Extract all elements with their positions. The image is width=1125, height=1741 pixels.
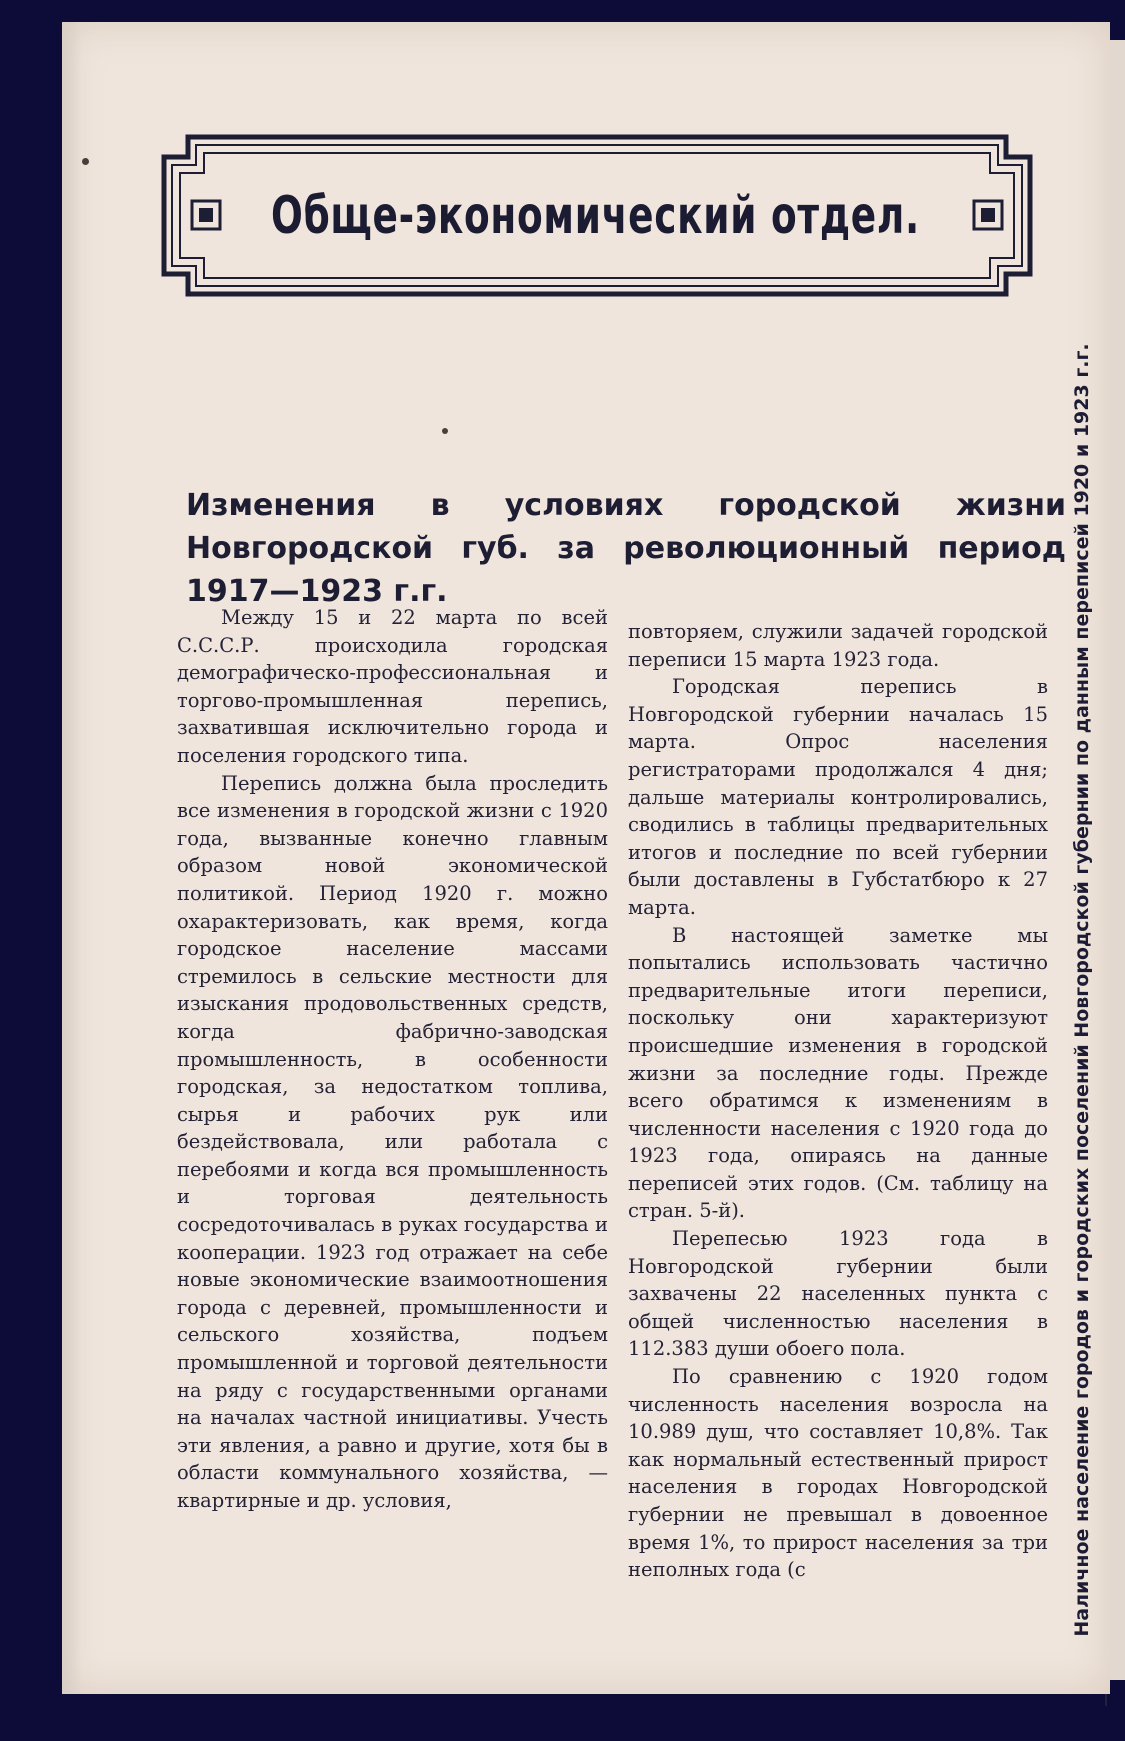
article-left-column bbox=[177, 604, 608, 1515]
paragraph: Перепесью 1923 года в Новгородской губернии были захвачены 22 населенных пункта с общей численностью населения в 112.383 души обоего пола. bbox=[628, 1227, 1048, 1361]
paragraph-continuation: повторяем, служили задачей городской переписи 15 марта 1923 года. bbox=[628, 620, 1048, 671]
page-edge-shadow bbox=[62, 22, 82, 1694]
side-table-caption: Наличное население городов и городских поселений Новгородской губернии по данным переписей 1920 и 1923 г.г. bbox=[1071, 343, 1093, 1637]
section-header-frame bbox=[148, 123, 1046, 308]
article-right-column bbox=[628, 618, 1048, 1584]
paper-speck bbox=[82, 158, 89, 165]
article-title: Изменения в условиях городской жизни Новгородской губ. за революционный период 1917—1923 г.г. bbox=[186, 488, 1066, 609]
paragraph: Городская перепись в Новгородской губернии началась 15 марта. Опрос населения регистраторами продолжался 4 дня; дальше материалы контролировались, сводились в таблицы предварительных итогов и последние по всей губернии были доставлены в Губстатбюро к 27 марта. bbox=[628, 675, 1048, 919]
paragraph: В настоящей заметке мы попытались использовать частично предварительные итоги переписи, поскольку они характеризуют происшедшие изменения в городской жизни за последние годы. Прежде всего обратимся к изменениям в численности населения с 1920 года до 1923 года, опираясь на данные переписей этих годов. (См. таблицу на стран. 5-й). bbox=[628, 923, 1048, 1223]
paper-speck bbox=[442, 428, 448, 434]
paragraph: По сравнению с 1920 годом численность населения возросла на 10.989 душ, что составляет 10,8%. Так как нормальный естественный прирост населения в городах Новгородской губернии не превышал в довоенное время 1%, то прирост населения за три неполных года (с bbox=[628, 1365, 1048, 1582]
paragraph: Между 15 и 22 марта по всей С.С.С.Р. происходила городская демографическо-профессиональная и торгово-промышленная перепись, захватившая исключительно города и поселения городского типа. bbox=[177, 606, 608, 767]
paragraph: Перепись должна была проследить все изменения в городской жизни с 1920 года, вызванные конечно главным образом новой экономической политикой. Период 1920 г. можно охарактеризовать, как время, когда городское население массами стремилось в сельские местности для изыскания продовольственных средств, когда фабрично-заводская промышленность, в особенности городская, за недостатком топлива, сырья и рабочих рук или бездействовала, или работала с перебоями и когда вся промышленность и торговая деятельность сосредоточивалась в руках государства и кооперации. 1923 год отражает на себе новые экономические взаимоотношения города с деревней, промышленности и сельского хозяйства, подъем промышленной и торговой деятельности на ряду с государственными органами на началах частной инициативы. Учесть эти явления, а равно и другие, хотя бы в области коммунального хозяйства, — квартирные и др. условия, bbox=[177, 771, 608, 1512]
section-title: Обще-экономический отдел. bbox=[271, 185, 920, 246]
